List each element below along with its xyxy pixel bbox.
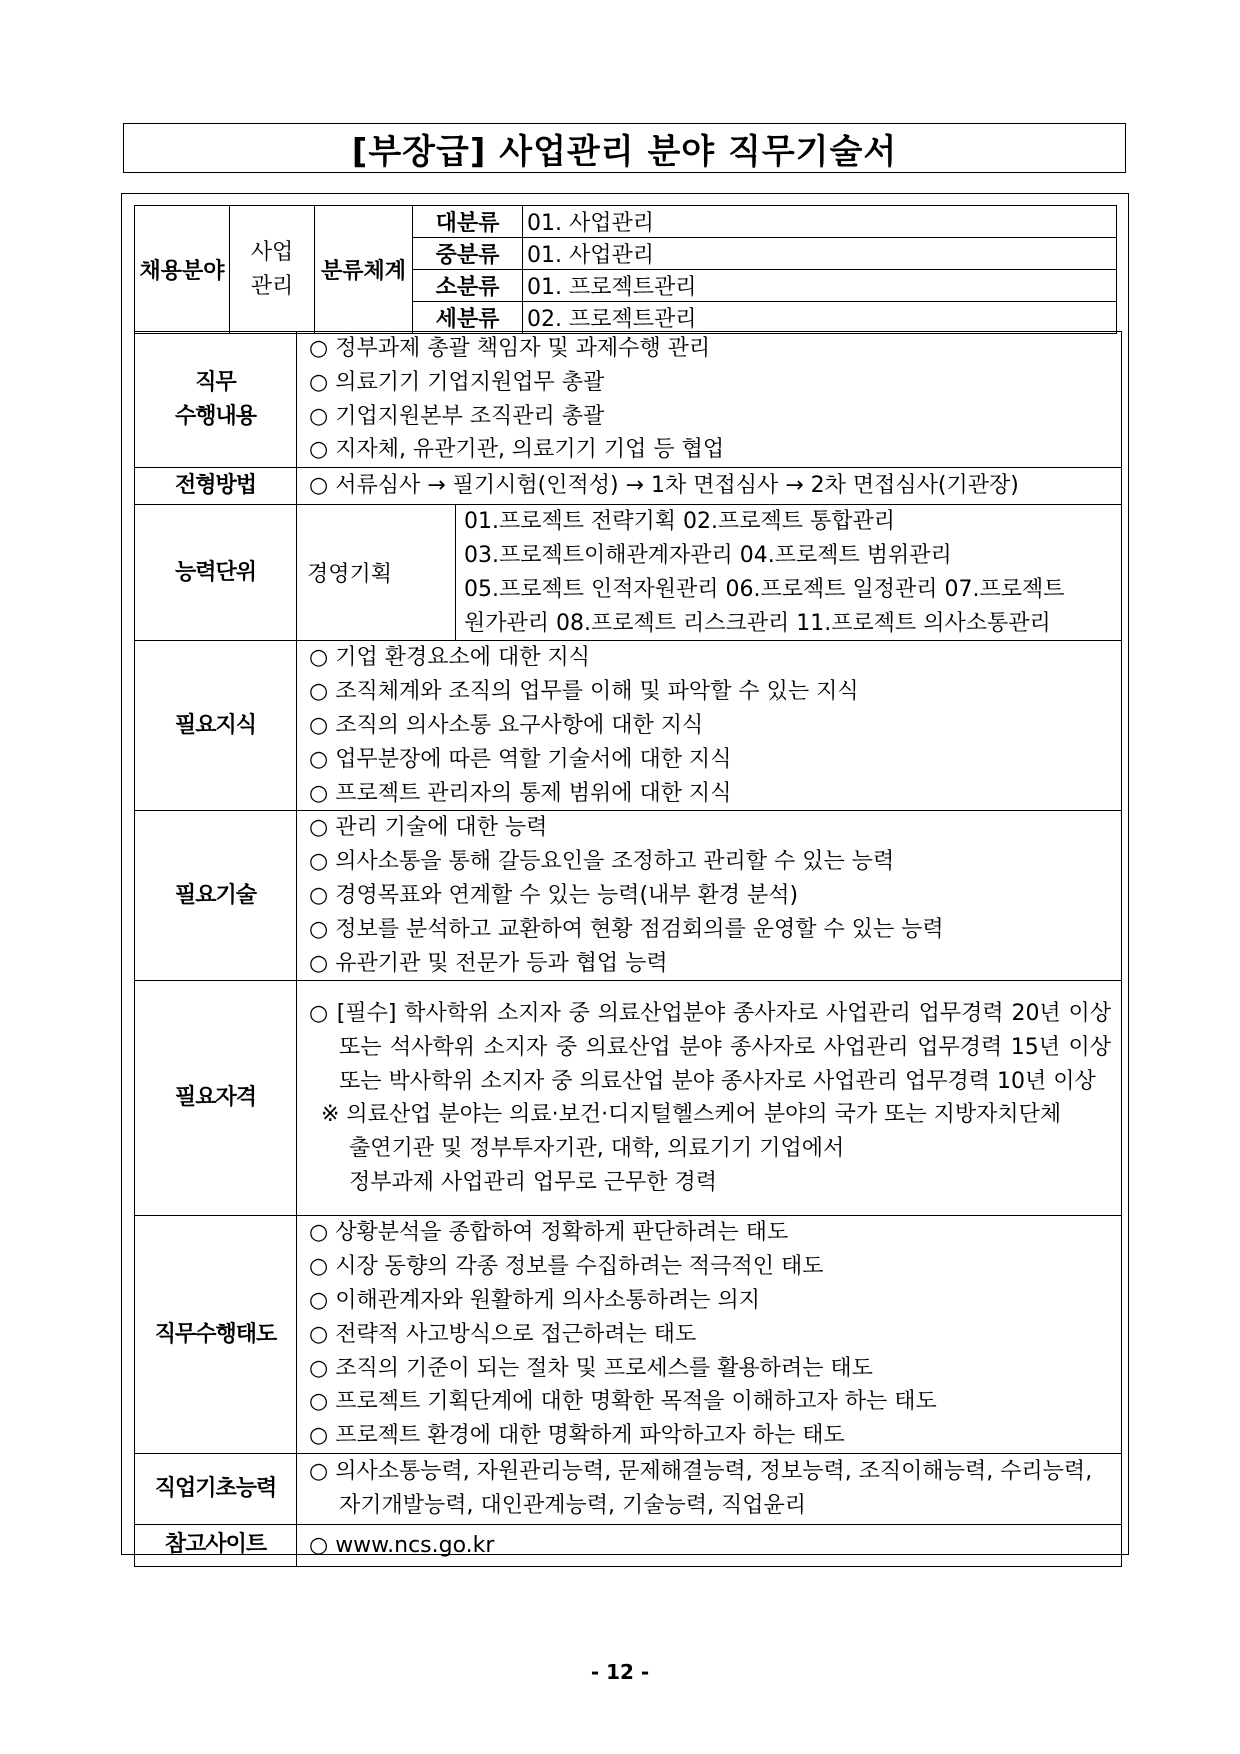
selection-content [297, 468, 1122, 505]
category-middle: 중분류 [413, 238, 523, 270]
value-detail: 02. 프로젝트관리 [523, 302, 1117, 334]
page-number: - 12 - [590, 1660, 650, 1684]
selection-row [135, 468, 1122, 505]
attitude-content [297, 1216, 1122, 1454]
value-minor: 01. 프로젝트관리 [523, 270, 1117, 302]
qualification-row [135, 981, 1122, 1216]
skills-label: 필요기술 [135, 811, 297, 981]
skill-item: ○ 정보를 분석하고 교환하여 현황 점검회의를 운영할 수 있는 능력 [309, 916, 944, 942]
reference-label: 참고사이트 [135, 1524, 297, 1566]
basic-ability-label: 직업기초능력 [135, 1453, 297, 1524]
skills-content [297, 811, 1122, 981]
attitude-item: ○ 프로젝트 환경에 대한 명확하게 파악하고자 하는 태도 [309, 1423, 845, 1449]
duties-content [297, 332, 1122, 468]
skill-item: ○ 의사소통을 통해 갈등요인을 조정하고 관리할 수 있는 능력 [309, 849, 895, 875]
ability-units-list [456, 505, 1122, 640]
attitude-label: 직무수행태도 [135, 1216, 297, 1454]
field-value-line2: 관리 [250, 273, 294, 299]
attitude-item: ○ 시장 동향의 각종 정보를 수집하려는 적극적인 태도 [309, 1254, 824, 1280]
basic-ability-line1: ○ 의사소통능력, 자원관리능력, 문제해결능력, 정보능력, 조직이해능력, 수리능력, [309, 1459, 1093, 1485]
attitude-row [135, 1216, 1122, 1454]
value-major: 01. 사업관리 [523, 206, 1117, 238]
qualification-note-line3: 정부과제 사업관리 업무로 근무한 경력 [349, 1169, 718, 1195]
duties-row [135, 332, 1122, 468]
knowledge-content [297, 641, 1122, 811]
duties-label [135, 332, 297, 468]
field-label: 채용분야 [135, 206, 230, 334]
ability-unit-line: 03.프로젝트이해관계자관리 04.프로젝트 범위관리 [464, 542, 952, 568]
attitude-item: ○ 프로젝트 기획단계에 대한 명확한 목적을 이해하고자 하는 태도 [309, 1389, 937, 1415]
duty-item: ○ 기업지원본부 조직관리 총괄 [309, 403, 605, 429]
ability-units-label: 능력단위 [135, 505, 297, 641]
qualification-label: 필요자격 [135, 981, 297, 1216]
skills-row [135, 811, 1122, 981]
system-label: 분류체계 [315, 206, 413, 334]
duty-item: ○ 의료기기 기업지원업무 총괄 [309, 369, 605, 395]
selection-label: 전형방법 [135, 468, 297, 505]
basic-ability-row [135, 1453, 1122, 1524]
skill-item: ○ 경영목표와 연계할 수 있는 능력(내부 환경 분석) [309, 882, 799, 908]
duty-item: ○ 지자체, 유관기관, 의료기기 기업 등 협업 [309, 437, 725, 463]
qualification-content [297, 981, 1122, 1216]
skill-item: ○ 관리 기술에 대한 능력 [309, 815, 548, 841]
reference-link[interactable]: ○ www.ncs.go.kr [309, 1532, 495, 1558]
duties-label-line1: 직무 [195, 369, 236, 395]
category-minor: 소분류 [413, 270, 523, 302]
skill-item: ○ 유관기관 및 전문가 등과 협업 능력 [309, 950, 668, 976]
knowledge-item: ○ 조직의 의사소통 요구사항에 대한 지식 [309, 712, 704, 738]
attitude-item: ○ 상황분석을 종합하여 정확하게 판단하려는 태도 [309, 1220, 789, 1246]
qualification-main: ○ [필수] 학사학위 소지자 중 의료산업분야 종사자로 사업관리 업무경력 20년 이상 또는 석사학위 소지자 중 의료산업 분야 종사자로 사업관리 업무경력 15년 이상 또는 박사학위 소지자 중 의료산업 분야 종사자로 사업관리 업무경력 10년 이상 [309, 1000, 1111, 1094]
knowledge-item: ○ 기업 환경요소에 대한 지식 [309, 645, 590, 671]
field-value-line1: 사업 [250, 239, 294, 265]
job-description-table [134, 331, 1122, 1567]
reference-content [297, 1524, 1122, 1566]
qualification-note-line1: ※ 의료산업 분야는 의료·보건·디지털헬스케어 분야의 국가 또는 지방자치단체 [321, 1102, 1062, 1128]
document-title-box [123, 123, 1126, 173]
ability-unit-line: 05.프로젝트 인적자원관리 06.프로젝트 일정관리 07.프로젝트 [464, 576, 1065, 602]
ability-units-content [297, 505, 1122, 641]
classification-table [134, 205, 1117, 334]
ability-units-subtable [297, 505, 1121, 640]
field-value [230, 206, 315, 334]
ability-units-row [135, 505, 1122, 641]
knowledge-row [135, 641, 1122, 811]
knowledge-item: ○ 업무분장에 따른 역할 기술서에 대한 지식 [309, 746, 732, 772]
value-middle: 01. 사업관리 [523, 238, 1117, 270]
selection-text: ○ 서류심사 → 필기시험(인적성) → 1차 면접심사 → 2차 면접심사(기관장) [309, 473, 1019, 499]
duty-item: ○ 정부과제 총괄 책임자 및 과제수행 관리 [309, 336, 711, 361]
ability-unit-line: 01.프로젝트 전략기획 02.프로젝트 통합관리 [464, 509, 895, 535]
knowledge-item: ○ 프로젝트 관리자의 통제 범위에 대한 지식 [309, 780, 732, 806]
basic-ability-line2: 자기개발능력, 대인관계능력, 기술능력, 직업윤리 [339, 1492, 807, 1518]
ability-unit-line: 원가관리 08.프로젝트 리스크관리 11.프로젝트 의사소통관리 [464, 610, 1051, 636]
basic-ability-content [297, 1453, 1122, 1524]
attitude-item: ○ 전략적 사고방식으로 접근하려는 태도 [309, 1321, 697, 1347]
ability-units-category: 경영기획 [297, 505, 456, 640]
knowledge-label: 필요지식 [135, 641, 297, 811]
attitude-item: ○ 이해관계자와 원활하게 의사소통하려는 의지 [309, 1287, 760, 1313]
category-detail: 세분류 [413, 302, 523, 334]
qualification-note-line2: 출연기관 및 정부투자기관, 대학, 의료기기 기업에서 [349, 1136, 845, 1162]
category-major: 대분류 [413, 206, 523, 238]
duties-label-line2: 수행내용 [174, 403, 256, 429]
document-title: [부장급] 사업관리 분야 직무기술서 [351, 131, 898, 172]
knowledge-item: ○ 조직체계와 조직의 업무를 이해 및 파악할 수 있는 지식 [309, 679, 859, 705]
attitude-item: ○ 조직의 기준이 되는 절차 및 프로세스를 활용하려는 태도 [309, 1355, 873, 1381]
reference-row [135, 1524, 1122, 1566]
